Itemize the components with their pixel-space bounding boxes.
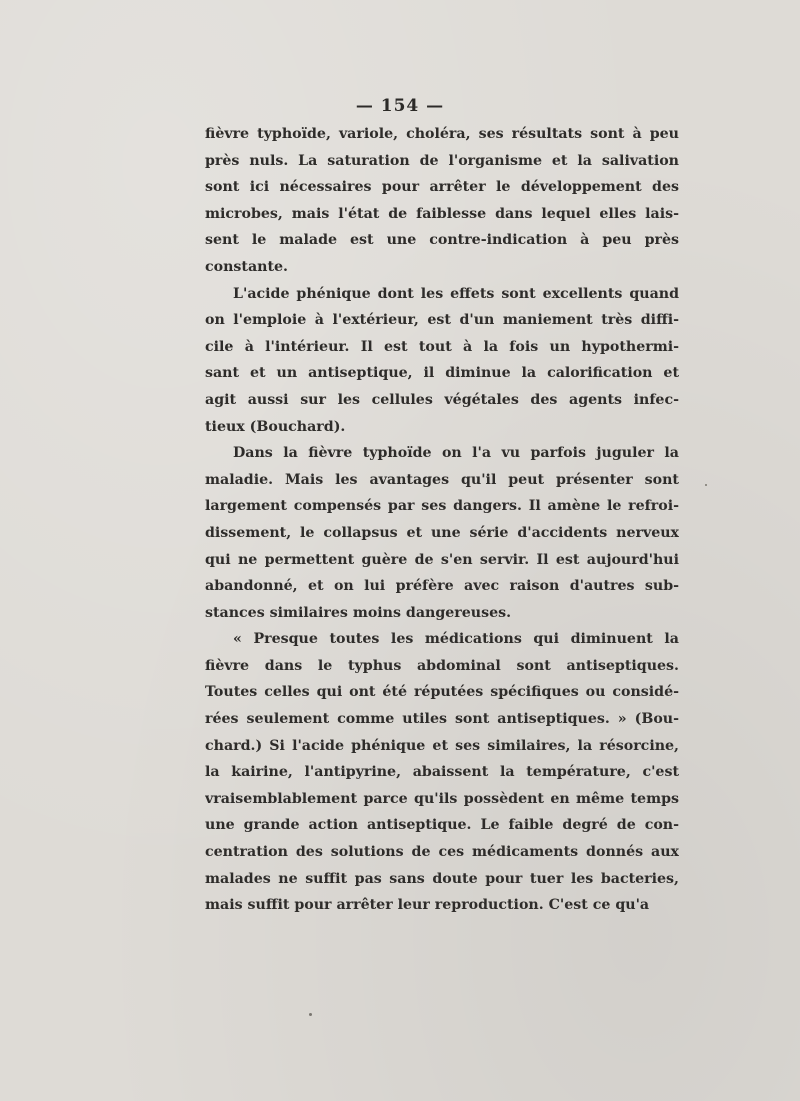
text-line: malades ne suffit pas sans doute pour tuer les bacteries, — [205, 870, 679, 887]
text-line: stances similaires moins dangereuses. — [205, 604, 512, 621]
text-line: une grande action antiseptique. Le faible degré de con- — [205, 817, 679, 834]
body-text — [205, 121, 679, 919]
text-line: microbes, mais l'état de faiblesse dans lequel elles lais- — [205, 205, 679, 222]
text-line: constante. — [205, 258, 288, 275]
text-line: vraisemblablement parce qu'ils possèdent en même temps — [205, 790, 679, 807]
text-line: dissement, le collapsus et une série d'accidents nerveux — [205, 524, 679, 541]
text-line: Dans la fièvre typhoïde on l'a vu parfois juguler la — [233, 445, 679, 462]
text-line: abandonné, et on lui préfère avec raison d'autres sub- — [205, 578, 679, 595]
paper-speck — [705, 484, 707, 486]
text-line: sant et un antiseptique, il diminue la calorification et — [205, 365, 679, 382]
text-line: mais suffit pour arrêter leur reproduction. C'est ce qu'a — [205, 897, 650, 914]
text-line: centration des solutions de ces médicaments donnés aux — [205, 844, 679, 861]
text-line: près nuls. La saturation de l'organisme et la salivation — [205, 152, 679, 169]
text-line: sent le malade est une contre-indication à peu près — [205, 232, 679, 249]
text-line: on l'emploie à l'extérieur, est d'un maniement très diffi- — [205, 312, 679, 329]
text-line: rées seulement comme utiles sont antiseptiques. » (Bou- — [205, 711, 679, 728]
text-line: maladie. Mais les avantages qu'il peut présenter sont — [205, 471, 679, 488]
text-line: fièvre dans le typhus abdominal sont antiseptiques. — [205, 657, 679, 674]
text-line: Toutes celles qui ont été réputées spécifiques ou considé- — [205, 684, 679, 701]
page-number: — 154 — — [355, 96, 445, 116]
text-line: la kairine, l'antipyrine, abaissent la température, c'est — [205, 764, 679, 781]
text-line: chard.) Si l'acide phénique et ses similaires, la résorcine, — [205, 737, 679, 754]
paper-speck — [309, 1013, 312, 1016]
text-line: fièvre typhoïde, variole, choléra, ses résultats sont à peu — [205, 126, 679, 142]
text-line: tieux (Bouchard). — [205, 418, 346, 435]
text-line: largement compensés par ses dangers. Il amène le refroi- — [205, 498, 679, 515]
text-line: L'acide phénique dont les effets sont excellents quand — [233, 285, 679, 302]
text-line: « Presque toutes les médications qui diminuent la — [233, 631, 679, 648]
text-line: sont ici nécessaires pour arrêter le développement des — [205, 179, 679, 196]
text-line: qui ne permettent guère de s'en servir. Il est aujourd'hui — [205, 551, 679, 568]
text-line: cile à l'intérieur. Il est tout à la fois un hypothermi- — [205, 338, 679, 355]
text-line: agit aussi sur les cellules végétales des agents infec- — [205, 391, 679, 408]
